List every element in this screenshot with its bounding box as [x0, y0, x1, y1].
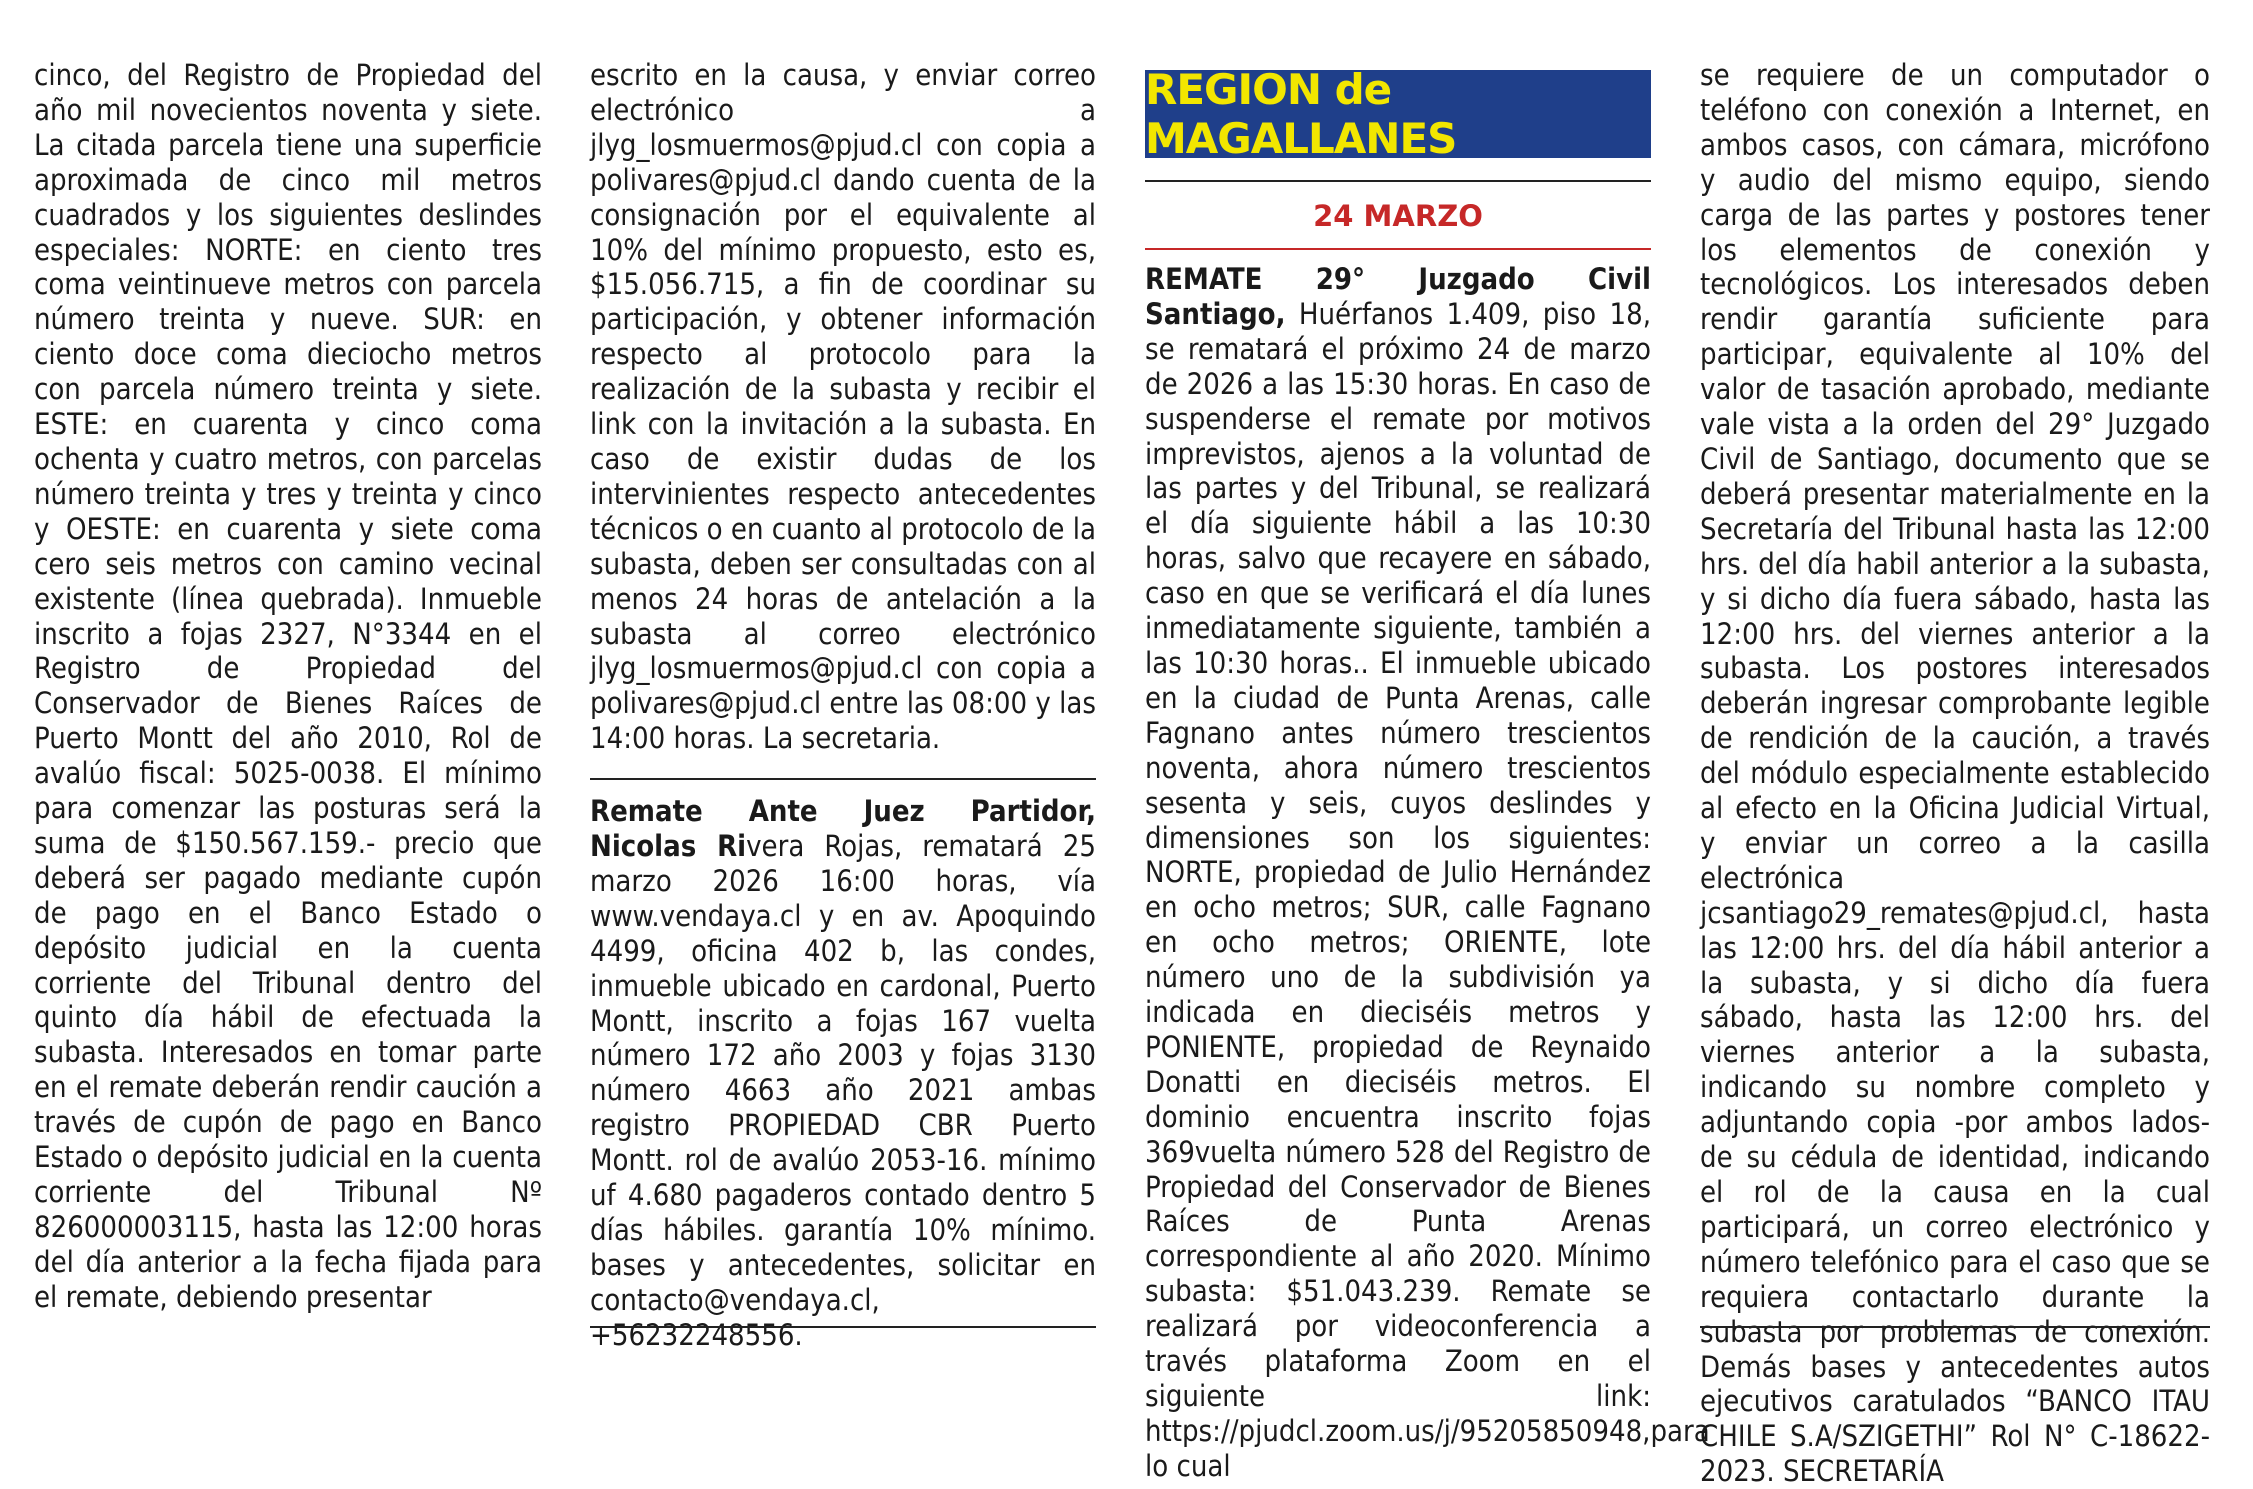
notice-continuation-text: escrito en la causa, y enviar correo electrónico a jlyg_losmuermos@pjud.cl con copia a polivares@pjud.cl dando cuenta de la consignación por el equivalente al 10% del mínimo propuesto, esto es, $15.056.715, a fin de coordinar su participación, y obtener información respecto al protocolo para la realización de la subasta y recibir el link con la invitación a la subasta. En caso de existir dudas de los intervinientes respecto antecedentes técnicos o en cuanto al protocolo de la subasta, deben ser consultadas con al menos 24 horas de antelación a la subasta al correo electrónico jlyg_losmuermos@pjud.cl con copia a polivares@pjud.cl entre las 08:00 y las 14:00 horas. La secretaria. — [590, 58, 1096, 756]
column-end-rule — [590, 1326, 1096, 1328]
column-end-rule — [1700, 1326, 2210, 1328]
notice-continuation-text: se requiere de un computador o teléfono con conexión a Internet, en ambos casos, con cámara, micrófono y audio del mismo equipo, siendo carga de las partes y postores tener los elementos de conexión y tecnológicos. Los interesados deben rendir garantía suficiente para participar, equivalente al 10% del valor de tasación aprobado, mediante vale vista a la orden del 29° Juzgado Civil de Santiago, documento que se deberá presentar materialmente en la Secretaría del Tribunal hasta las 12:00 hrs. del día habil anterior a la subasta, y si dicho día fuera sábado, hasta las 12:00 hrs. del viernes anterior a la subasta. Los postores interesados deberán ingresar comprobante legible de rendición de la caución, a través del módulo especialmente establecido al efecto en la Oficina Judicial Virtual, y enviar un correo a la casilla electrónica jcsantiago29_remates@pjud.cl, hasta las 12:00 hrs. del día hábil anterior a la subasta, y si dicho día fuera sábado, hasta las 12:00 hrs. del viernes anterior a la subasta, indicando su nombre completo y adjuntando copia -por ambos lados- de su cédula de identidad, indicando el rol de la causa en la cual participará, un correo electrónico y número telefónico para el caso que se requiera contactarlo durante la subasta por problemas de conexión. Demás bases y antecedentes autos ejecutivos caratulados “BANCO ITAU CHILE S.A/SZIGETHI” Rol N° C-18622-2023. SECRETARÍA — [1700, 58, 2210, 1489]
column-3 — [1145, 262, 1710, 1484]
date-bottom-rule — [1145, 248, 1651, 250]
column-4 — [1700, 58, 2210, 1489]
column-1 — [34, 58, 542, 1315]
notice-29-juzgado — [1145, 262, 1710, 1484]
column-2 — [590, 58, 1096, 1353]
notice-divider — [590, 778, 1096, 780]
section-date: 24 MARZO — [1313, 199, 1483, 233]
notice-partidor — [590, 794, 1096, 1353]
date-top-rule — [1145, 180, 1651, 182]
notice-continuation-text: cinco, del Registro de Propiedad del año mil novecientos noventa y siete. La citada parcela tiene una superficie aproximada de cinco mil metros cuadrados y los siguientes deslindes especiales: NORTE: en ciento tres coma veintinueve metros con parcela número treinta y nueve. SUR: en ciento doce coma dieciocho metros con parcela número treinta y siete. ESTE: en cuarenta y cinco coma ochenta y cuatro metros, con parcelas número treinta y tres y treinta y cinco y OESTE: en cuarenta y siete coma cero seis metros con camino vecinal existente (línea quebrada). Inmueble inscrito a fojas 2327, N°3344 en el Registro de Propiedad del Conservador de Bienes Raíces de Puerto Montt del año 2010, Rol de avalúo fiscal: 5025-0038. El mínimo para comenzar las posturas será la suma de $150.567.159.- precio que deberá ser pagado mediante cupón de pago en el Banco Estado o depósito judicial en la cuenta corriente del Tribunal dentro del quinto día hábil de efectuada la subasta. Interesados en tomar parte en el remate deberán rendir caución a través de cupón de pago en Banco Estado o depósito judicial en la cuenta corriente del Tribunal Nº 826000003115, hasta las 12:00 horas del día anterior a la fecha fijada para el remate, debiendo presentar — [34, 58, 542, 1314]
region-banner: REGION de MAGALLANES — [1145, 70, 1651, 158]
notice-heading: Remate Ante Juez Partidor, Nicolas Ri — [590, 794, 1096, 864]
notice-heading: REMATE 29° Juzgado Civil Santiago, — [1145, 262, 1651, 331]
notice-body: Huérfanos 1.409, piso 18, se rematará el próximo 24 de marzo de 2026 a las 15:30 horas. En caso de suspenderse el remate por motivos imprevistos, ajenos a la voluntad de las partes y del Tribunal, se realizará el día siguiente hábil a las 10:30 horas, salvo que recayere en sábado, caso en que se verificará el día lunes inmediatamente siguiente, también a las 10:30 horas.. El inmueble ubicado en la ciudad de Punta Arenas, calle Fagnano antes número trescientos noventa, ahora número trescientos sesenta y seis, cuyos deslindes y dimensiones son los siguientes: NORTE, propiedad de Julio Hernández en ocho metros; SUR, calle Fagnano en ocho metros; ORIENTE, lote número uno de la subdivisión ya indicada en dieciséis metros y PONIENTE, propiedad de Reynaido Donatti en dieciséis metros. El dominio encuentra inscrito fojas 369vuelta número 528 del Registro de Propiedad del Conservador de Bienes Raíces de Punta Arenas correspondiente al año 2020. Mínimo subasta: $51.043.239. Remate se realizará por videoconferencia a través plataforma Zoom en el siguiente link: https://pjudcl.zoom.us/j/95205850948,para lo cual — [1145, 296, 1710, 1483]
notice-body: vera Rojas, rematará 25 marzo 2026 16:00 horas, vía www.vendaya.cl y en av. Apoquindo 4499, oficina 402 b, las condes, inmueble ubicado en cardonal, Puerto Montt, inscrito a fojas 167 vuelta número 172 año 2003 y fojas 3130 número 4663 año 2021 ambas registro PROPIEDAD CBR Puerto Montt. rol de avalúo 2053-16. mínimo uf 4.680 pagaderos contado dentro 5 días hábiles. garantía 10% mínimo. bases y antecedentes, solicitar en contacto@vendaya.cl, +56232248556. — [590, 829, 1096, 1352]
